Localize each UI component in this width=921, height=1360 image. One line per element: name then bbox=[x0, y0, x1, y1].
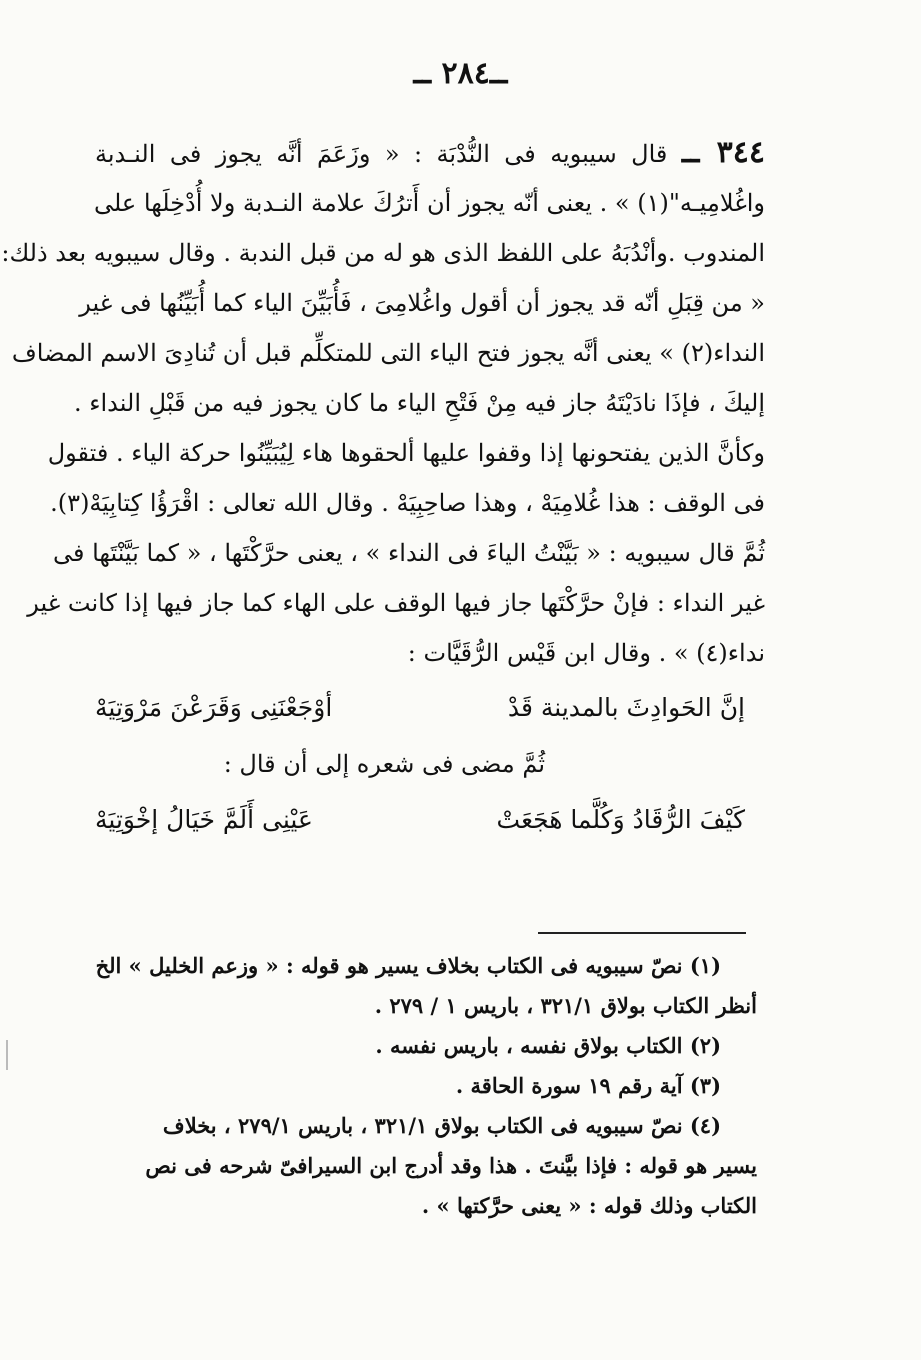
text-line-2: واغُلامِيـه"(١) » . يعنى أنّه يجوز أن أَترُكَ علامة النـدبة ولا أُدْخِلَها على bbox=[93, 189, 765, 217]
text-line-5: النداء(٢) » يعنى أنَّه يجوز فتح الياء التى للمتكلِّم قبل أن تُنادِىَ الاسم المضاف bbox=[11, 339, 765, 367]
footnotes bbox=[95, 946, 757, 1226]
verse-2-first-hemistich: كَيْفَ الرُّقَادُ وَكُلَّما هَجَعَتْ bbox=[496, 805, 745, 834]
footnote-3: (٣) آية رقم ١٩ سورة الحاقة . bbox=[455, 1073, 721, 1098]
text-line-6: إليكَ ، فإذَا نادَيْتَهُ جاز فيه مِنْ فَتْحِ الياء ما كان يجوز فيه من قَبْلِ النداء . bbox=[73, 389, 765, 417]
paragraph-number: ٣٤٤ ــ bbox=[681, 135, 765, 170]
verse-2-second-hemistich: عَيْنِى أَلَمَّ خَيَالُ إخْوَتِيَهْ bbox=[95, 805, 313, 834]
verse-2 bbox=[95, 790, 765, 850]
main-text bbox=[1, 128, 765, 850]
text-line-7: وكأنَّ الذين يفتحونها إذا وقفوا عليها ألحقوها هاء لِيُبَيِّنُوا حركة الياء . فتقول bbox=[47, 439, 765, 467]
text-line-1-content: قال سيبويه فى النُّدْبَة : « وزَعَمَ أنَّه يجوز فى النـدبة bbox=[95, 140, 668, 168]
text-line-4: « من قِبَلِ أنّه قد يجوز أن أقول واغُلامِىَ ، فَأُبَيِّنَ الياء كما أُبَيِّنُها فى غير bbox=[79, 289, 765, 317]
footnote-2: (٢) الكتاب بولاق نفسه ، باريس نفسه . bbox=[375, 1033, 721, 1058]
verse-1-first-hemistich: إنَّ الحَوادِثَ بالمدينة قَدْ bbox=[507, 693, 745, 722]
text-line-1 bbox=[95, 128, 765, 178]
verse-1-second-hemistich: أوْجَعْنَنِى وَقَرَعْنَ مَرْوَتِيَهْ bbox=[95, 693, 333, 722]
text-line-11: نداء(٤) » . وقال ابن قَيْس الرُّقَيَّات : bbox=[407, 639, 765, 667]
page-number: ــ٢٨٤ ــ bbox=[413, 56, 508, 91]
scan-margin-mark bbox=[6, 1040, 8, 1070]
transition-line: ثُمَّ مضى فى شعره إلى أن قال : bbox=[223, 750, 545, 778]
text-line-3: المندوب .وأنْدُبَهُ على اللفظ الذى هو له من قبل الندبة . وقال سيبويه بعد ذلك: bbox=[1, 239, 765, 267]
verse-1 bbox=[95, 678, 765, 738]
footnote-separator bbox=[538, 932, 746, 934]
footnote-4-line-2: يسير هو قوله : فإذا بيَّنتَ . هذا وقد أدرج ابن السيرافىّ شرحه فى نص bbox=[145, 1153, 757, 1178]
text-line-9: ثُمَّ قال سيبويه : « بَيَّنْتُ الياءَ فى النداء » ، يعنى حرَّكْتَها ، « كما بَيَّنْتَها فى bbox=[52, 539, 765, 567]
footnote-1-line-2: أنظر الكتاب بولاق ٣٢١/١ ، باريس ١ / ٢٧٩ . bbox=[374, 993, 757, 1018]
text-line-8: فى الوقف : هذا غُلامِيَهْ ، وهذا صاحِبِيَهْ . وقال الله تعالى : اقْرَؤُا كِتابِيَهْ(٣). bbox=[50, 489, 765, 517]
footnote-1-line-1: (١) نصّ سيبويه فى الكتاب بخلاف يسير هو قوله : « وزعم الخليل » الخ bbox=[95, 953, 721, 978]
footnote-4-line-3: الكتاب وذلك قوله : « يعنى حرَّكتها » . bbox=[421, 1193, 757, 1218]
footnote-4-line-1: (٤) نصّ سيبويه فى الكتاب بولاق ٣٢١/١ ، باريس ٢٧٩/١ ، بخلاف bbox=[162, 1113, 721, 1138]
text-line-10: غير النداء : فإنْ حرَّكْتَها جاز فيها الوقف على الهاء كما جاز فيها إذا كانت غير bbox=[27, 589, 765, 617]
